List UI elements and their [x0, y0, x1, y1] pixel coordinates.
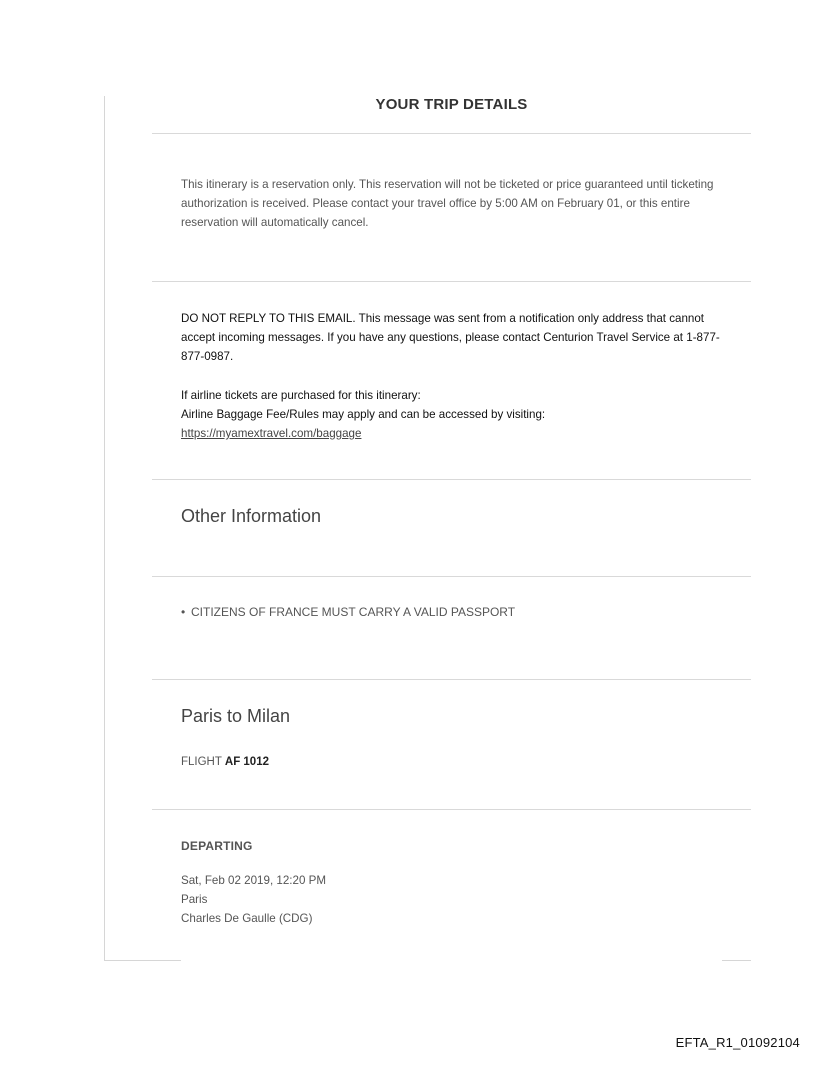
divider [152, 281, 751, 282]
divider [152, 479, 751, 480]
page-border-bottom-right [722, 960, 751, 961]
divider [152, 809, 751, 810]
page-title: YOUR TRIP DETAILS [375, 96, 528, 113]
bullet-icon: • [181, 605, 186, 619]
document-id: EFTA_R1_01092104 [675, 1035, 800, 1050]
page-border-left [104, 96, 105, 960]
baggage-info-line: If airline tickets are purchased for this itinerary: [181, 389, 421, 402]
flight-label: FLIGHT [181, 756, 222, 768]
departing-details [181, 871, 326, 928]
segment-heading: Paris to Milan [181, 706, 291, 726]
baggage-info [181, 386, 726, 443]
other-information-heading: Other Information [181, 506, 322, 526]
flight-number: AF 1012 [224, 756, 269, 768]
divider [152, 679, 751, 680]
list-item [181, 605, 515, 619]
page-border-bottom-left [104, 960, 181, 961]
departing-airport: Charles De Gaulle (CDG) [181, 912, 313, 925]
reservation-notice: This itinerary is a reservation only. This reservation will not be ticketed or price guaranteed until ticketing authorization is received. Please contact your travel office by 5:00 AM on February 01, or this entire reservation will automatically cancel. [181, 178, 714, 229]
departing-datetime: Sat, Feb 02 2019, 12:20 PM [181, 874, 327, 887]
divider [152, 576, 751, 577]
divider [152, 133, 751, 134]
no-reply-notice: DO NOT REPLY TO THIS EMAIL. This message was sent from a notification only address that cannot accept incoming messages. If you have any questions, please contact Centurion Travel Service at 1-877-877-0987. [181, 312, 720, 363]
list-item-text: CITIZENS OF FRANCE MUST CARRY A VALID PASSPORT [191, 605, 516, 619]
baggage-info-line: Airline Baggage Fee/Rules may apply and can be accessed by visiting: [181, 408, 546, 421]
baggage-link[interactable]: https://myamextravel.com/baggage [181, 427, 362, 440]
departing-label: DEPARTING [181, 839, 253, 853]
flight-number-line [181, 756, 269, 768]
departing-city: Paris [181, 893, 208, 906]
